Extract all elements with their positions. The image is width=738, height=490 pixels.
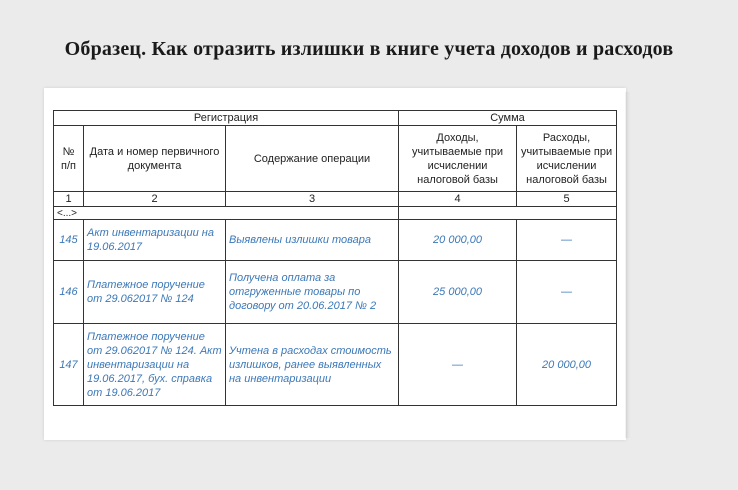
- row-operation: Выявлены излишки товара: [226, 220, 399, 261]
- sum-header: Сумма: [399, 111, 617, 126]
- page-title: Образец. Как отразить излишки в книге учета доходов и расходов: [64, 38, 674, 60]
- column-number-1: 1: [54, 192, 84, 207]
- ledger-table: [53, 110, 617, 406]
- num-header-line2: п/п: [61, 159, 76, 172]
- column-number-row: [54, 192, 617, 207]
- row-document: Акт инвентаризации на 19.06.2017: [84, 220, 226, 261]
- row-operation: Получена оплата за отгруженные товары по договору от 20.06.2017 № 2: [226, 261, 399, 324]
- income-column-header: Доходы, учитываемые при исчислении налоговой базы: [399, 126, 517, 192]
- column-header-row: [54, 126, 617, 192]
- row-number: 147: [54, 324, 84, 406]
- row-expense: —: [517, 220, 617, 261]
- group-header-row: [54, 111, 617, 126]
- row-number: 146: [54, 261, 84, 324]
- row-expense: 20 000,00: [517, 324, 617, 406]
- registration-header: Регистрация: [54, 111, 399, 126]
- row-income: —: [399, 324, 517, 406]
- row-income: 20 000,00: [399, 220, 517, 261]
- ellipsis-marker: <...>: [54, 207, 399, 220]
- row-document: Платежное поручение от 29.062017 № 124: [84, 261, 226, 324]
- row-number: 145: [54, 220, 84, 261]
- sheet-shadow: [625, 92, 631, 438]
- table-row: [54, 220, 617, 261]
- expense-column-header: Расходы, учитываемые при исчислении налоговой базы: [517, 126, 617, 192]
- column-number-5: 5: [517, 192, 617, 207]
- date-column-header: Дата и номер первичного документа: [84, 126, 226, 192]
- num-header-line1: №: [62, 145, 75, 158]
- row-operation: Учтена в расходах стоимость излишков, ранее выявленных на инвентаризации: [226, 324, 399, 406]
- num-column-header: [54, 126, 84, 192]
- content-column-header: Содержание операции: [226, 126, 399, 192]
- table-row: [54, 324, 617, 406]
- table-row: [54, 261, 617, 324]
- row-expense: —: [517, 261, 617, 324]
- column-number-2: 2: [84, 192, 226, 207]
- row-document: Платежное поручение от 29.062017 № 124. Акт инвентаризации на 19.06.2017, бух. справка от 19.06.2017: [84, 324, 226, 406]
- ellipsis-filler: [399, 207, 617, 220]
- row-income: 25 000,00: [399, 261, 517, 324]
- column-number-4: 4: [399, 192, 517, 207]
- column-number-3: 3: [226, 192, 399, 207]
- ellipsis-row: [54, 207, 617, 220]
